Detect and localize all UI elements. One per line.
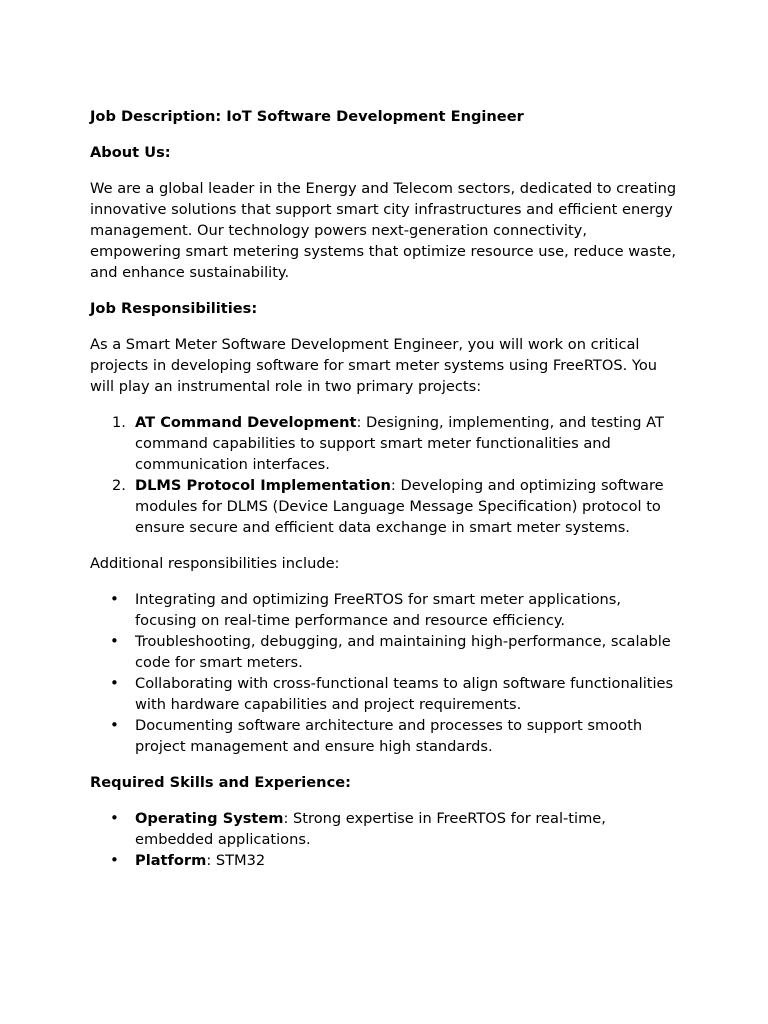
skill-title: Operating System xyxy=(135,810,284,827)
additional-list xyxy=(90,589,680,757)
bullet-icon: • xyxy=(110,716,119,734)
bullet-icon: • xyxy=(110,809,119,827)
bullet-icon: • xyxy=(110,674,119,692)
list-number: 2. xyxy=(112,477,126,494)
project-item xyxy=(90,412,680,475)
list-item-text: Documenting software architecture and processes to support smooth project management and ensure high standards. xyxy=(135,717,643,755)
skill-text: : Strong expertise in FreeRTOS for real-time, embedded applications. xyxy=(135,810,606,848)
bullet-icon: • xyxy=(110,851,119,869)
additional-intro: Additional responsibilities include: xyxy=(90,555,340,572)
bullet-icon: • xyxy=(110,590,119,608)
skill-item xyxy=(90,808,680,850)
project-item xyxy=(90,475,680,538)
project-title: AT Command Development xyxy=(135,414,357,431)
skill-text: : STM32 xyxy=(206,852,266,869)
list-item xyxy=(90,589,680,631)
project-text: : Developing and optimizing software modules for DLMS (Device Language Message Specification) protocol to ensure secure and efficient data exchange in smart meter systems. xyxy=(135,477,664,536)
bullet-icon: • xyxy=(110,632,119,650)
list-item-text: Integrating and optimizing FreeRTOS for smart meter applications, focusing on real-time performance and resource efficiency. xyxy=(135,591,622,629)
document-content xyxy=(90,106,680,886)
skill-title: Platform xyxy=(135,852,207,869)
document-title: Job Description: IoT Software Development Engineer xyxy=(90,108,524,125)
responsibilities-intro: As a Smart Meter Software Development Engineer, you will work on critical projects in developing software for smart meter systems using FreeRTOS. You will play an instrumental role in two primary projects: xyxy=(90,336,658,395)
list-item-text: Collaborating with cross-functional teams to align software functionalities with hardware capabilities and project requirements. xyxy=(135,675,674,713)
skill-item xyxy=(90,850,680,871)
list-item-text: Troubleshooting, debugging, and maintaining high-performance, scalable code for smart meters. xyxy=(135,633,671,671)
project-text: : Designing, implementing, and testing AT command capabilities to support smart meter functionalities and communication interfaces. xyxy=(135,414,664,473)
skills-list xyxy=(90,808,680,871)
responsibilities-heading: Job Responsibilities: xyxy=(90,300,258,317)
list-item xyxy=(90,673,680,715)
projects-list xyxy=(90,412,680,538)
skills-heading: Required Skills and Experience: xyxy=(90,774,351,791)
list-number: 1. xyxy=(112,414,126,431)
list-item xyxy=(90,715,680,757)
about-heading: About Us: xyxy=(90,144,171,161)
about-text: We are a global leader in the Energy and Telecom sectors, dedicated to creating innovative solutions that support smart city infrastructures and efficient energy management. Our technology powers next-generation connectivity, empowering smart metering systems that optimize resource use, reduce waste, and enhance sustainability. xyxy=(90,180,677,281)
project-title: DLMS Protocol Implementation xyxy=(135,477,391,494)
list-item xyxy=(90,631,680,673)
